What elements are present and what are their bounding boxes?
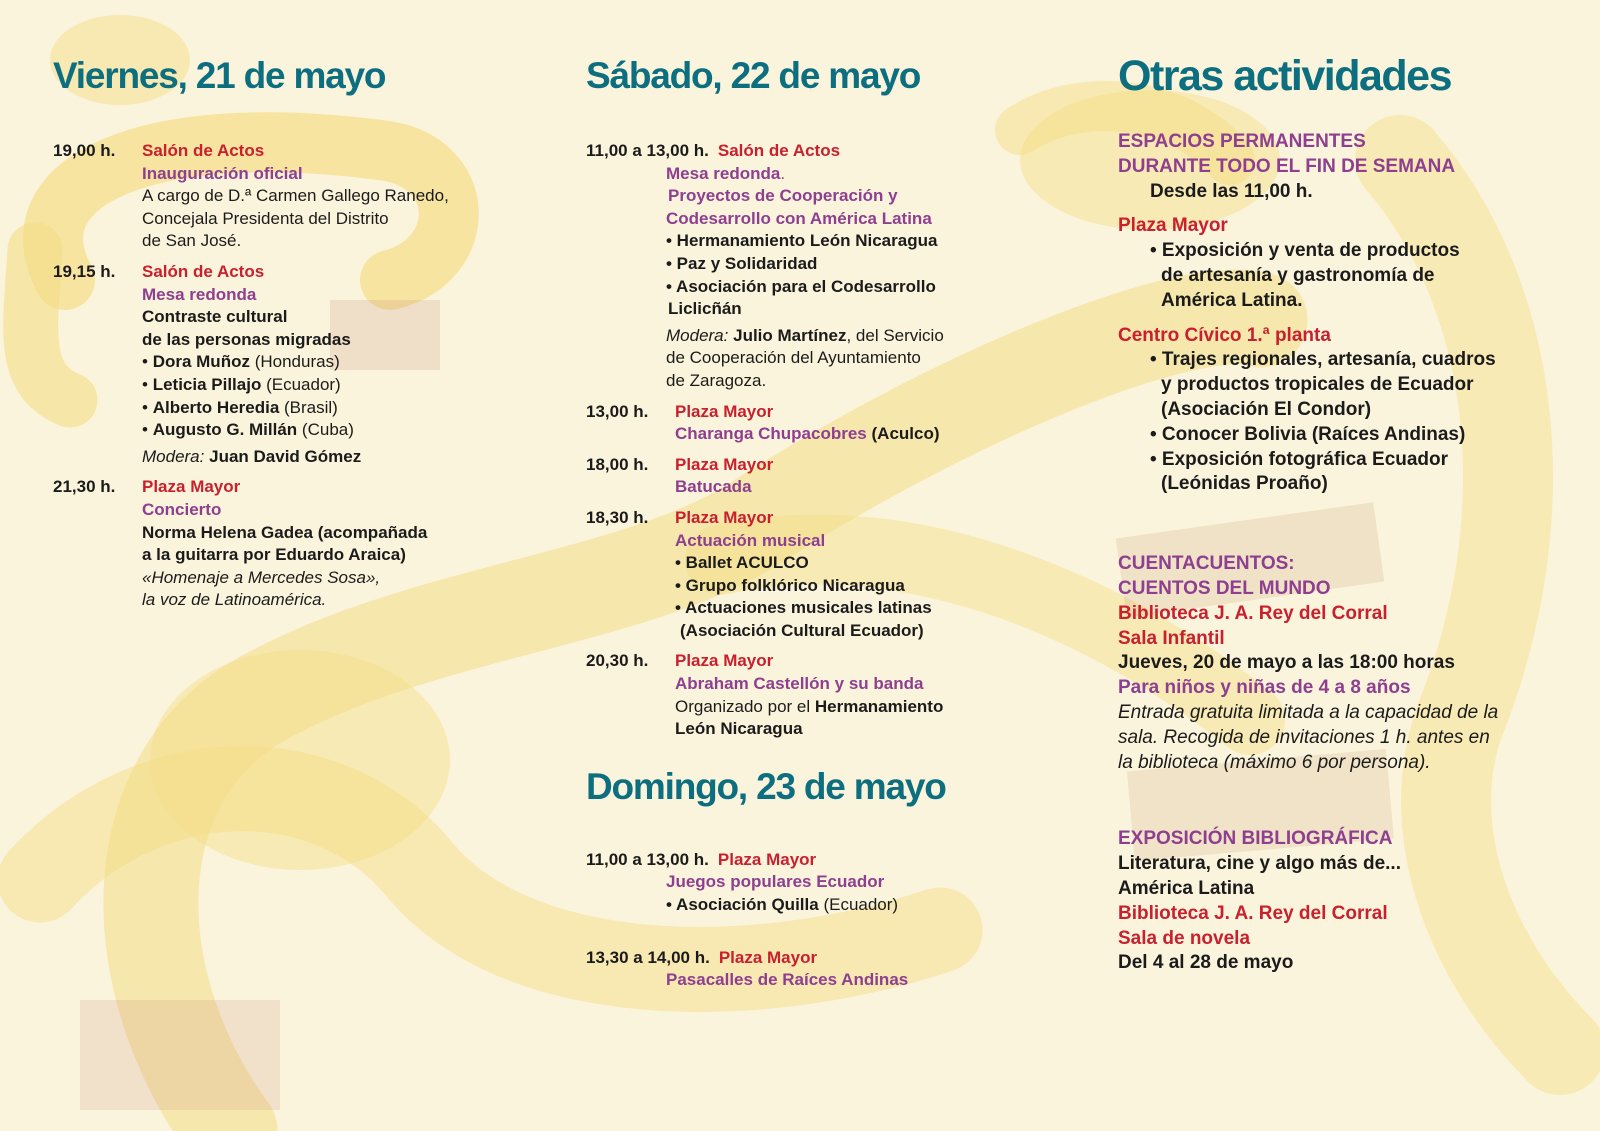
event-topic: Proyectos de Cooperación y (668, 186, 898, 206)
list-item: • Grupo folklórico Nicaragua (675, 575, 905, 595)
since-time: Desde las 11,00 h. (1150, 180, 1313, 202)
other-activities-column (1118, 52, 1588, 976)
expo-line: Literatura, cine y algo más de... (1118, 853, 1401, 875)
stories-when: Jueves, 20 de mayo a las 18:00 horas (1118, 652, 1455, 674)
list-item: • Asociación Quilla (666, 895, 819, 915)
participant-country: (Honduras) (254, 352, 340, 372)
friday-column (53, 52, 523, 620)
event-subtitle: Abraham Castellón y su banda (675, 674, 924, 694)
moderator-label: Modera: (142, 446, 205, 466)
list-item: • Conocer Bolivia (Raíces Andinas) (1150, 423, 1466, 445)
participant-country: (Brasil) (284, 397, 338, 417)
event-location: Salón de Actos (142, 141, 265, 160)
event-sunday-2 (586, 947, 1056, 992)
event-extra: (Aculco) (871, 424, 940, 444)
event-subtitle: Juegos populares Ecuador (666, 872, 885, 892)
event-saturday-2 (586, 401, 1056, 446)
list-item: • Hermanamiento León Nicaragua (666, 231, 938, 251)
participant-name: Leticia Pillajo (152, 374, 262, 394)
event-time: 19,15 h. (53, 261, 116, 281)
event-friday-3 (53, 476, 523, 612)
saturday-title: Sábado, 22 de mayo (586, 55, 921, 96)
list-item: • Actuaciones musicales latinas (675, 598, 932, 618)
event-time: 20,30 h. (586, 651, 649, 671)
list-item: (Leónidas Proaño) (1161, 473, 1328, 495)
expo-dates: Del 4 al 28 de mayo (1118, 952, 1294, 974)
moderator-name: Julio Martínez (733, 325, 847, 345)
event-performer: a la guitarra por Eduardo Araica) (142, 545, 406, 565)
moderator-line: de Cooperación del Ayuntamiento (666, 348, 921, 368)
event-subtitle: Charanga Chupacobres (675, 424, 867, 444)
moderator-rest: , del Servicio (846, 325, 944, 345)
event-quote: la voz de Latinoamérica. (142, 590, 327, 610)
event-location: Plaza Mayor (717, 849, 817, 869)
event-subtitle: Pasacalles de Raíces Andinas (666, 970, 909, 990)
stories-note: Entrada gratuita limitada a la capacidad de la (1118, 701, 1499, 723)
event-subtitle: Mesa redonda (666, 163, 781, 183)
list-item: • Exposición y venta de productos (1150, 240, 1460, 262)
event-saturday-3 (586, 454, 1056, 499)
expo-place: Biblioteca J. A. Rey del Corral (1118, 902, 1388, 924)
subtitle-dot: . (780, 163, 786, 183)
expo-line: América Latina (1118, 877, 1255, 899)
list-item: • Paz y Solidaridad (666, 253, 818, 273)
moderator-label: Modera: (666, 325, 729, 345)
list-item: América Latina. (1161, 289, 1303, 311)
event-topic: Codesarrollo con América Latina (666, 208, 932, 228)
stories-note: sala. Recogida de invitaciones 1 h. antes en (1118, 726, 1490, 748)
organizer-name: Hermanamiento (814, 696, 944, 716)
list-item: de artesanía y gastronomía de (1161, 264, 1435, 286)
event-subtitle: Inauguración oficial (142, 163, 303, 183)
list-item: • Ballet ACULCO (675, 553, 809, 573)
event-subtitle: Batucada (675, 477, 752, 497)
participant-country: (Cuba) (301, 420, 354, 440)
event-location: Plaza Mayor (718, 947, 818, 967)
event-location: Plaza Mayor (675, 651, 774, 671)
event-subtitle: Mesa redonda (142, 284, 257, 304)
plaza-mayor-heading: Plaza Mayor (1118, 215, 1228, 237)
stories-place: Biblioteca J. A. Rey del Corral (1118, 602, 1388, 624)
event-desc: A cargo de D.ª Carmen Gallego Ranedo, (142, 186, 449, 206)
stories-audience: Para niños y niñas de 4 a 8 años (1118, 677, 1411, 699)
centro-civico-heading: Centro Cívico 1.ª planta (1118, 324, 1331, 346)
event-time: 18,00 h. (586, 454, 649, 474)
event-location: Plaza Mayor (675, 507, 774, 527)
event-desc: Concejala Presidenta del Distrito (142, 208, 389, 228)
event-desc: de San José. (142, 231, 242, 251)
moderator (142, 446, 523, 469)
participant-name: Dora Muñoz (152, 352, 250, 372)
event-time: 13,30 a 14,00 h. (586, 947, 710, 967)
other-activities-title: Otras actividades (1118, 52, 1452, 100)
organizer-plain: Organizado por el (675, 696, 811, 716)
section-heading: CUENTOS DEL MUNDO (1118, 577, 1331, 599)
permanent-section (1118, 130, 1588, 497)
expo-place: Sala de novela (1118, 927, 1251, 949)
event-friday-1 (53, 140, 523, 253)
participant: • Alberto Heredia (Brasil) (142, 397, 338, 417)
event-location: Salón de Actos (717, 141, 841, 160)
event-location: Plaza Mayor (675, 401, 774, 421)
list-item: (Asociación El Condor) (1161, 398, 1372, 420)
list-item: (Asociación Cultural Ecuador) (680, 620, 924, 640)
event-subtitle: Concierto (142, 499, 222, 519)
event-saturday-4 (586, 507, 1056, 643)
event-friday-2 (53, 261, 523, 468)
event-time: 18,30 h. (586, 507, 649, 527)
event-saturday-5 (586, 650, 1056, 740)
list-item: y productos tropicales de Ecuador (1161, 374, 1474, 396)
section-heading: DURANTE TODO EL FIN DE SEMANA (1118, 155, 1456, 177)
stories-note: la biblioteca (máximo 6 por persona). (1118, 751, 1431, 773)
participant-name: Alberto Heredia (152, 397, 280, 417)
friday-title: Viernes, 21 de mayo (53, 55, 386, 96)
event-sunday-1 (586, 849, 1056, 917)
participant-country: (Ecuador) (266, 374, 341, 394)
participant-name: Augusto G. Millán (152, 420, 298, 440)
event-location: Salón de Actos (142, 261, 265, 281)
event-time: 13,00 h. (586, 401, 649, 421)
list-item: Liclicñán (668, 299, 742, 319)
event-location: Plaza Mayor (142, 477, 241, 497)
list-item-country: (Ecuador) (823, 895, 899, 915)
event-time: 11,00 a 13,00 h. (586, 141, 709, 160)
participant: • Leticia Pillajo (Ecuador) (142, 374, 341, 394)
event-saturday-1 (586, 140, 1056, 393)
list-item: • Asociación para el Codesarrollo (666, 276, 936, 296)
event-location: Plaza Mayor (675, 454, 774, 474)
participant: • Dora Muñoz (Honduras) (142, 352, 340, 372)
participant: • Augusto G. Millán (Cuba) (142, 420, 354, 440)
event-topic: Contraste cultural (142, 307, 288, 327)
expo-section (1118, 827, 1588, 976)
section-heading: EXPOSICIÓN BIBLIOGRÁFICA (1118, 828, 1393, 850)
moderator-line: de Zaragoza. (666, 370, 767, 390)
section-heading: CUENTACUENTOS: (1118, 553, 1295, 575)
stories-place: Sala Infantil (1118, 627, 1225, 649)
stories-section (1118, 552, 1588, 775)
event-time: 11,00 a 13,00 h. (586, 849, 709, 869)
event-performer: Norma Helena Gadea (acompañada (142, 522, 428, 542)
section-heading: ESPACIOS PERMANENTES (1118, 131, 1366, 152)
moderator-name: Juan David Gómez (209, 446, 362, 466)
list-item: • Exposición fotográfica Ecuador (1150, 448, 1449, 470)
event-topic: de las personas migradas (142, 329, 351, 349)
saturday-sunday-column (586, 52, 1056, 1000)
event-subtitle: Actuación musical (675, 530, 826, 550)
event-organizer (675, 696, 1056, 719)
moderator (666, 325, 1056, 348)
organizer-name: León Nicaragua (675, 719, 803, 739)
event-time: 21,30 h. (53, 477, 116, 497)
list-item: • Trajes regionales, artesanía, cuadros (1150, 349, 1496, 371)
event-time: 19,00 h. (53, 141, 116, 160)
sunday-title: Domingo, 23 de mayo (586, 765, 946, 807)
event-quote: «Homenaje a Mercedes Sosa», (142, 567, 381, 587)
